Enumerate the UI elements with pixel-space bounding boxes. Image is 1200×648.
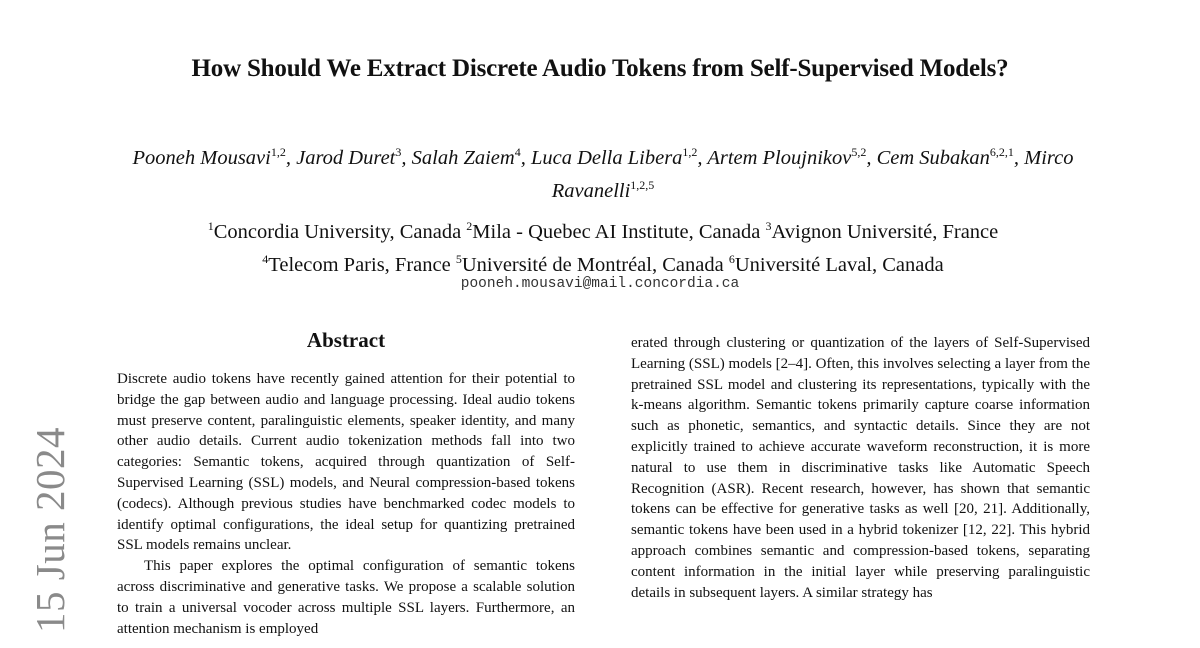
affiliation-name: Avignon Université, France (771, 220, 999, 243)
arxiv-side-stamp (27, 427, 73, 633)
author-affiliation-mark: 1,2 (270, 145, 286, 159)
affiliation-number: 4 (262, 251, 269, 266)
affiliation-name: Université Laval, Canada (734, 253, 944, 276)
affiliation-number: 1 (207, 219, 214, 233)
affiliation-number: 5 (455, 251, 462, 266)
author-affiliation-mark: 3 (395, 145, 402, 159)
author-separator: , (285, 146, 297, 169)
author-affiliation-mark: 1,2 (682, 145, 698, 159)
author-name: Mirco Ravanelli (551, 146, 1074, 202)
affiliation-name: Concordia University, Canada (213, 220, 467, 243)
affiliations (100, 213, 1106, 279)
right-column (631, 333, 1090, 603)
author-name: Salah Zaiem (411, 146, 515, 169)
author-name: Luca Della Libera (530, 146, 683, 169)
affiliation-name: Mila - Quebec AI Institute, Canada (472, 220, 766, 243)
left-column (117, 369, 575, 639)
author-name: Pooneh Mousavi (132, 146, 271, 169)
author-separator: , (401, 146, 412, 169)
author-separator: , (866, 146, 877, 169)
affiliation-number: 6 (728, 251, 735, 266)
contact-email[interactable]: pooneh.mousavi@mail.concordia.ca (460, 276, 740, 292)
abstract-paragraph-1: Discrete audio tokens have recently gained attention for their potential to bridge the gap between audio and language processing. Ideal audio tokens must preserve content, paralinguistic elements, speaker identity, and many other audio details. Current audio tokenization methods fall into two categories: Semantic tokens, acquired through quantization of Self-Supervised Learning (SSL) models, and Neural compression-based tokens (codecs). Although previous studies have benchmarked codec models to identify optimal configurations, the ideal setup for quantizing pretrained SSL models remains unclear. (117, 371, 575, 554)
author-separator: , (1013, 146, 1025, 169)
affiliations-line-1 (100, 213, 1106, 246)
author-name: Artem Ploujnikov (707, 146, 852, 169)
affiliation-number: 2 (466, 219, 473, 233)
affiliation-number: 3 (765, 219, 772, 233)
author-separator: , (697, 146, 708, 169)
abstract-heading: Abstract (306, 328, 386, 352)
author-affiliation-mark: 6,2,1 (989, 145, 1014, 159)
author-affiliation-mark: 4 (514, 145, 521, 159)
affiliation-name: Telecom Paris, France (268, 253, 456, 276)
intro-paragraph: erated through clustering or quantization of the layers of Self-Supervised Learning (SSL) models [2–4]. Often, this involves selecting a layer from the pretrained SSL model and clustering its representations, typically with the k-means algorithm. Semantic tokens primarily capture coarse information such as phonetic, semantics, and syntactic details. Since they are not explicitly trained to achieve accurate waveform reconstruction, it is more natural to use them in discriminative tasks like Automatic Speech Recognition (ASR). Recent research, however, has shown that semantic tokens can be effective for generative tasks as well [20, 21]. Additionally, semantic tokens have been used in a hybrid tokenizer [12, 22]. This hybrid approach combines semantic and compression-based tokens, separating content information in the initial layer while preserving paralinguistic details in subsequent layers. A similar strategy has (631, 335, 1090, 601)
author-separator: , (520, 146, 531, 169)
author-list (125, 139, 1081, 205)
affiliations-line-2 (100, 246, 1106, 279)
paper-title: How Should We Extract Discrete Audio Tokens from Self-Supervised Models? (191, 55, 1009, 82)
arxiv-date-label: 15 Jun 2024 (27, 427, 73, 633)
author-name: Cem Subakan (876, 146, 990, 169)
abstract-paragraph-2: This paper explores the optimal configuration of semantic tokens across discriminative and generative tasks. We propose a scalable solution to train a universal vocoder across multiple SSL layers. Furthermore, an attention mechanism is employed (117, 558, 575, 637)
affiliation-name: Université de Montréal, Canada (461, 253, 729, 276)
author-affiliation-mark: 1,2,5 (630, 177, 655, 192)
author-affiliation-mark: 5,2 (851, 145, 867, 159)
author-name: Jarod Duret (296, 146, 396, 169)
